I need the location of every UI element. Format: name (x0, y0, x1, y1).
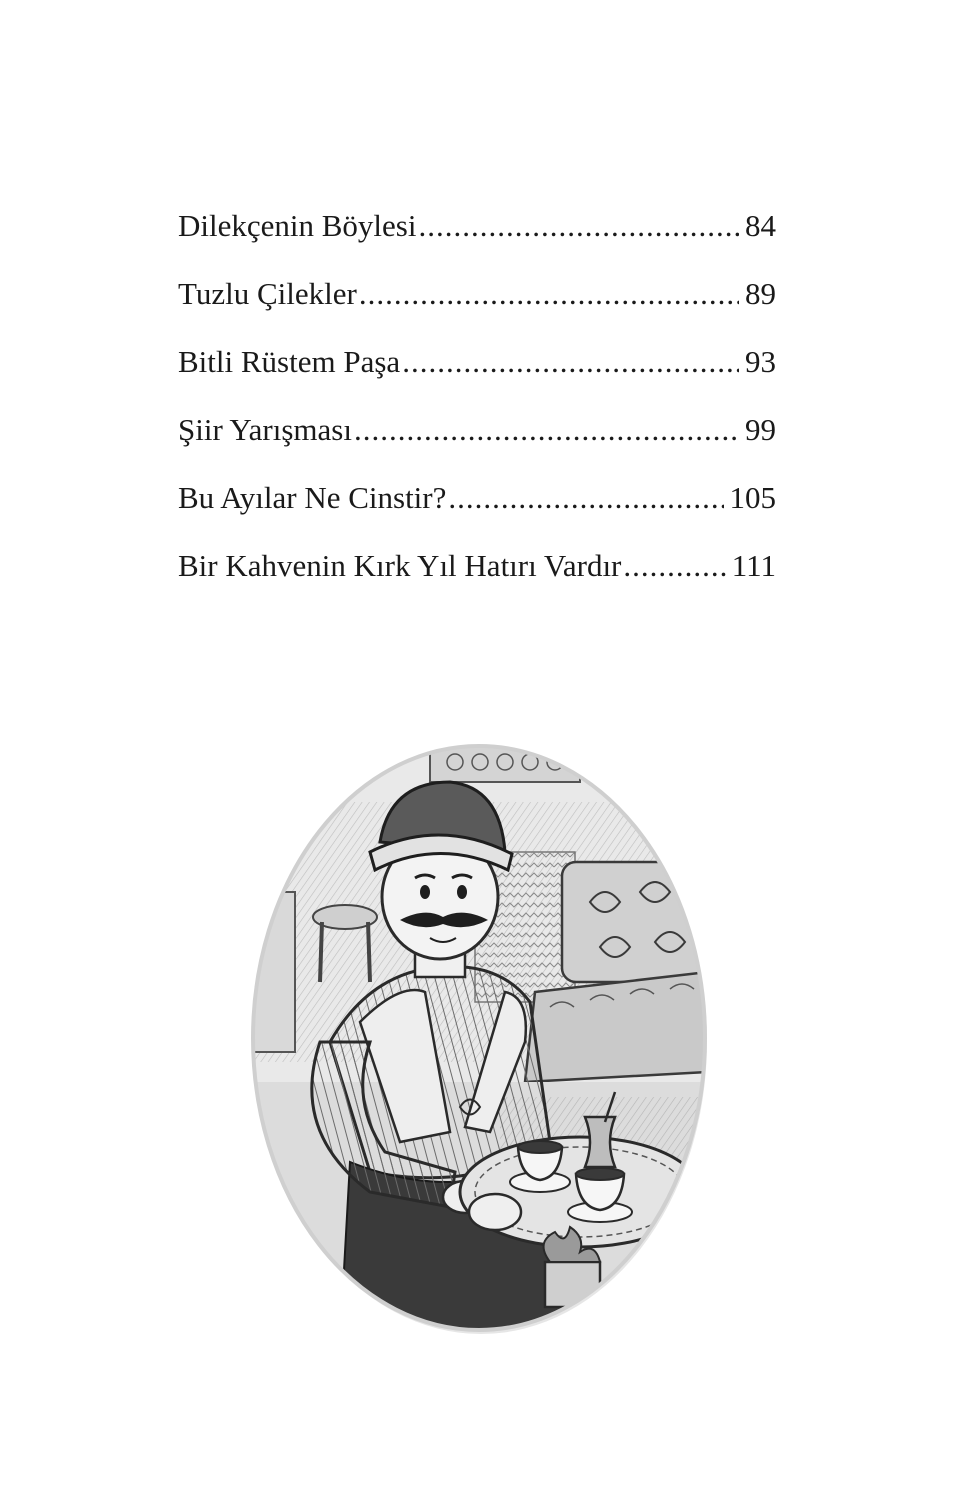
toc-leader-dots (354, 404, 739, 456)
table-of-contents (178, 200, 776, 608)
toc-entry-title: Şiir Yarışması (178, 412, 352, 447)
toc-leader-dots (402, 336, 739, 388)
toc-entry[interactable] (178, 200, 776, 268)
toc-entry[interactable] (178, 540, 776, 608)
toc-leader-dots (448, 472, 723, 524)
toc-entry-page: 105 (729, 480, 776, 515)
toc-leader-dots (623, 540, 725, 592)
toc-leader-dots (418, 200, 739, 252)
toc-leader-dots (359, 268, 739, 320)
toc-entry[interactable] (178, 268, 776, 336)
toc-entry-page: 93 (745, 344, 776, 379)
coffee-server-illustration-icon (250, 742, 708, 1334)
toc-entry-page: 89 (745, 276, 776, 311)
toc-entry-page: 99 (745, 412, 776, 447)
toc-entry-title: Bu Ayılar Ne Cinstir? (178, 480, 447, 515)
toc-entry-title: Tuzlu Çilekler (178, 276, 357, 311)
toc-entry[interactable] (178, 404, 776, 472)
toc-entry[interactable] (178, 336, 776, 404)
toc-entry-page: 84 (745, 208, 776, 243)
toc-entry-title: Dilekçenin Böylesi (178, 208, 417, 243)
toc-entry-title: Bir Kahvenin Kırk Yıl Hatırı Vardır (178, 548, 622, 583)
toc-entry-page: 111 (731, 548, 776, 583)
toc-entry[interactable] (178, 472, 776, 540)
toc-entry-title: Bitli Rüstem Paşa (178, 344, 401, 379)
